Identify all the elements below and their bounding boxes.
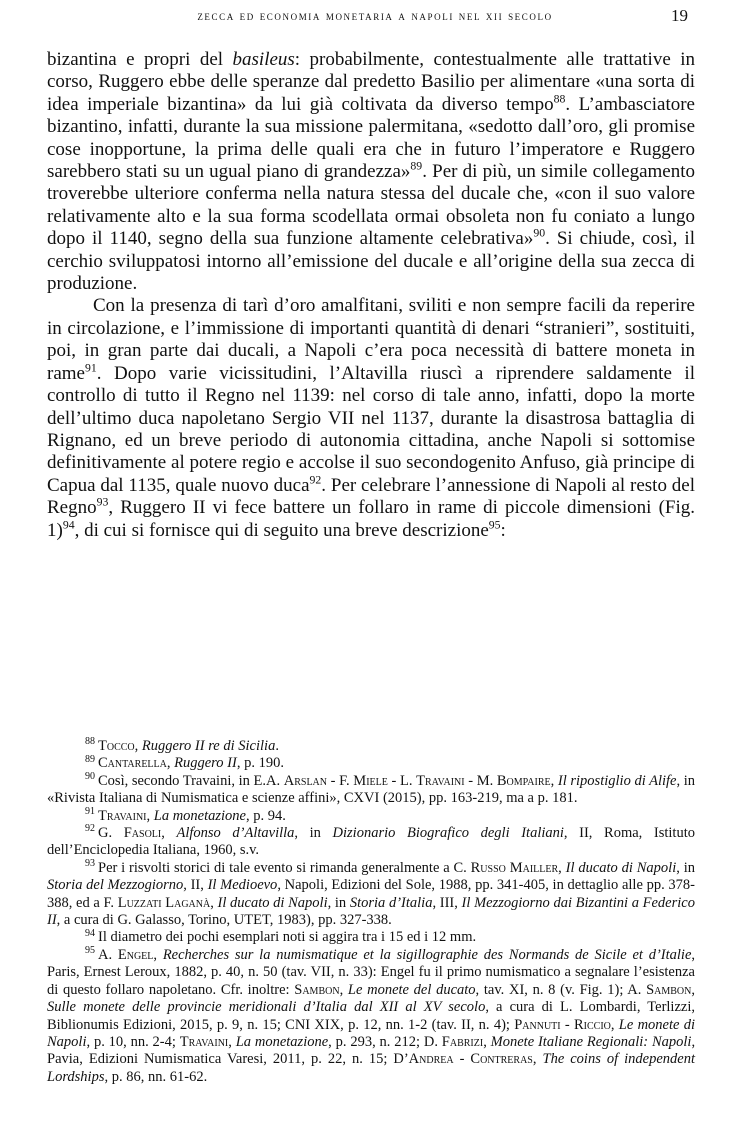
text-run: . L’ambasciatore bizantino, infatti, durante la sua missione palermitana, «sedotto dall’oro, gli promise cose inopportune, la prima delle quali era che in futuro l’imperatore e Ruggero sarebbero stati su un ugual piano di grandezza» — [47, 93, 695, 183]
text-run: , — [134, 738, 142, 754]
author-name: Travaini — [98, 807, 147, 824]
text-run: , — [146, 807, 154, 824]
work-title: Il ducato di Napoli — [565, 859, 677, 876]
text-run: , Napoli, Edizioni del Sole, 1988, pp. 341-405, in dettaglio alle pp. 378-388, ed a F. — [47, 877, 695, 911]
work-title: Il Medioevo — [207, 877, 278, 894]
author-name: Sambon — [294, 981, 340, 998]
text-run: , a cura di G. Galasso, Torino, UTET, 1983), pp. 327-338. — [56, 912, 392, 929]
author-name: Russo Mailler — [470, 859, 559, 876]
work-title: Il ducato di Napoli — [217, 894, 328, 911]
text-run: , di cui si fornisce qui di seguito una breve descrizione — [74, 519, 489, 541]
footnotes — [47, 738, 695, 1086]
work-title: Monete Italiane Regionali: Napoli — [490, 1033, 692, 1050]
text-run: Il diametro dei pochi esemplari noti si aggira tra i 15 ed i 12 mm. — [98, 929, 477, 946]
text-run: , — [228, 1033, 236, 1050]
author-name: Cantarella — [98, 755, 167, 772]
text-run: , p. 86, nn. 61-62. — [104, 1068, 208, 1085]
footnote-number: 92 — [85, 823, 95, 835]
text-run: , Ruggero II vi fece battere un follaro in rame di piccole dimensioni (Fig. 1) — [47, 497, 695, 541]
footnote-number: 93 — [85, 858, 95, 870]
footnote-number: 94 — [85, 927, 95, 939]
text-run: A. — [98, 946, 118, 963]
work-title: Dizionario Biografico degli Italiani — [332, 825, 564, 842]
text-run: , — [532, 1051, 543, 1068]
text-run: bizantina e propri del — [47, 49, 233, 70]
text-run: , — [161, 825, 177, 842]
author-name: Fabrizi — [441, 1033, 484, 1050]
work-title: La monetazione — [153, 807, 246, 824]
italic-term: basileus — [232, 49, 295, 70]
work-title: La monetazione — [235, 1033, 329, 1050]
footnote-ref-95[interactable]: 95 — [488, 518, 501, 532]
footnote-95 — [47, 947, 695, 1086]
work-title: Le monete del ducato — [347, 981, 476, 998]
work-title: Sulle monete delle provincie meridionali d’Italia dal XII al XV secolo — [47, 999, 486, 1016]
footnote-number: 89 — [85, 753, 95, 765]
text-run: , p. 293, n. 212; D. — [328, 1033, 442, 1050]
text-run: : — [500, 519, 506, 541]
text-run: . Dopo varie vicissitudini, l’Altavilla riuscì a riprendere saldamente il controllo di tutto il Regno nel 1139: nel corso di tale anno, infatti, dopo la morte dell’ultimo duca napoletano Sergio VII nel 1137, durante la disastrosa battaglia di Rignano, ed un breve periodo di autonomia cittadina, anche Napoli si sottomise definitivamente al potere regio e accolse il suo secondogenito Anfuso, già principe di Capua dal 1135, quale nuovo duca — [47, 362, 695, 496]
text-run: , — [210, 894, 218, 911]
text-run: . Per di più, un simile collegamento troverebbe ulteriore conferma nella natura stessa del ducale che, «con il suo valore relativamente alto e la sua forma scodellata ormai obsoleta non fu coniato a lungo dopo il 1140, segno della sua funzione altamente celebrativa» — [47, 161, 695, 250]
text-run: , III, — [432, 894, 462, 911]
text-run: : probabilmente, contestualmente alle trattative in corso, Ruggero ebbe delle speranze dal predetto Basilio per alimentare «una sorta di idea imperiale bizantina» da lui già coltivata da diverso tempo — [47, 49, 695, 115]
author-name: Luzzati Laganà — [117, 894, 211, 911]
text-run: Per i risvolti storici di tale evento si rimanda generalmente a C. — [98, 859, 471, 876]
author-name: Andrea - Contreras — [408, 1051, 533, 1068]
text-run: - L. — [387, 772, 417, 789]
author-name: Tocco — [98, 738, 135, 754]
footnote-number: 95 — [85, 945, 95, 957]
footnote-90 — [47, 770, 696, 808]
text-run: , a cura di L. Lombardi, Terlizzi, Biblionumis Edizioni, 2015, p. 9, n. 15; CNI XIX, p. 12, nn. 1-2 (tav. II, n. 4); — [47, 999, 695, 1033]
text-run: , in — [676, 859, 695, 876]
work-title: The coins of independent Lordships — [47, 1051, 695, 1085]
author-name: Travaini — [416, 772, 465, 789]
footnote-ref-90[interactable]: 90 — [533, 226, 546, 240]
footnote-number: 90 — [85, 770, 95, 782]
author-name: Bompaire — [496, 772, 551, 789]
text-run: , in «Rivista Italiana di Numismatica e scienze affini», CXVI (2015), pp. 163-219, ma a p. 181. — [47, 772, 696, 807]
text-run: . — [275, 738, 279, 754]
text-run: , II, Roma, Istituto dell’Enciclopedia Italiana, 1960, s.v. — [47, 825, 695, 859]
footnote-94 — [47, 929, 695, 946]
text-run: - M. — [464, 772, 497, 789]
text-run: , — [153, 946, 163, 963]
text-run: , — [691, 981, 695, 998]
running-head: zecca ed economia monetaria a napoli nel xii secolo — [197, 8, 553, 23]
author-name: Miele — [353, 772, 388, 789]
work-title: Recherches sur la numismatique et la sigillographie des Normands de Sicile et d’Italie — [162, 946, 692, 963]
text-run: , in — [294, 825, 333, 842]
footnote-ref-94[interactable]: 94 — [62, 518, 75, 532]
text-run: , in — [327, 894, 350, 911]
text-run: , — [339, 981, 348, 998]
footnote-ref-88[interactable]: 88 — [553, 92, 566, 106]
text-run: , p. 94. — [245, 807, 286, 824]
footnote-92 — [47, 825, 695, 860]
text-run: - F. — [327, 772, 354, 789]
text-run: , Paris, Ernest Leroux, 1882, p. 40, n. 50 (tav. VII, n. 33): Engel fu il primo numismatico a segnalare l’esistenza di questo follaro napoletano. Cfr. inoltre: — [47, 946, 696, 998]
author-name: Sambon — [646, 981, 692, 998]
footnote-88 — [47, 738, 695, 755]
footnote-89 — [47, 755, 695, 772]
work-title: Storia del Mezzogiorno — [47, 877, 184, 894]
work-title: Il ripostiglio di Alife — [557, 772, 677, 789]
text-run: , — [550, 772, 558, 789]
footnote-93 — [47, 860, 695, 930]
work-title: Storia d’Italia — [349, 894, 433, 911]
footnote-91 — [47, 805, 695, 825]
work-title: Il Mezzogiorno dai Bizantini a Federico II — [47, 894, 695, 929]
text-run: , tav. XI, n. 8 (v. Fig. 1); A. — [475, 981, 647, 998]
footnote-ref-89[interactable]: 89 — [410, 159, 423, 173]
footnote-number: 91 — [85, 805, 95, 817]
text-run: , Pavia, Edizioni Numismatica Varesi, 2011, p. 22, n. 15; D’ — [47, 1033, 696, 1068]
main-text — [47, 49, 695, 542]
text-run: G. — [98, 825, 124, 842]
work-title: Alfonso d’Altavilla — [176, 825, 295, 842]
text-run: , — [610, 1016, 619, 1033]
author-name: Travaini — [179, 1033, 229, 1050]
author-name: Pannuti - Riccio — [514, 1016, 611, 1033]
text-run: , II, — [183, 877, 208, 894]
text-run: , p. 10, nn. 2-4; — [86, 1033, 180, 1050]
work-title: Ruggero II re di Sicilia — [141, 738, 276, 754]
paragraph-1 — [47, 49, 695, 295]
text-run: , — [483, 1033, 491, 1050]
author-name: Engel — [117, 946, 154, 963]
author-name: Fasoli — [123, 825, 162, 842]
footnote-ref-92[interactable]: 92 — [309, 473, 322, 487]
footnote-ref-91[interactable]: 91 — [84, 361, 97, 375]
text-run: Così, secondo Travaini, in E.A. — [98, 772, 284, 789]
paragraph-2 — [47, 295, 695, 541]
author-name: Arslan — [283, 772, 328, 789]
text-run: , — [166, 755, 175, 772]
footnote-ref-93[interactable]: 93 — [96, 495, 109, 509]
text-run: Con la presenza di tarì d’oro amalfitani, sviliti e non sempre facili da reperire in circolazione, e l’immissione di importanti quantità di denari “stranieri”, sostituiti, poi, in gran parte dai ducali, a Napoli c’era poca necessità di battere moneta in rame — [47, 295, 695, 384]
text-run: , — [558, 859, 566, 876]
text-run: . Si chiude, così, il cerchio sviluppatosi intorno all’emissione del ducale e all’origine della sua zecca di produzione. — [47, 228, 695, 295]
footnote-number: 88 — [85, 736, 95, 748]
work-title: Ruggero II — [174, 755, 237, 772]
work-title: Le monete di Napoli — [47, 1016, 695, 1050]
page-header — [0, 6, 750, 28]
text-run: . Per celebrare l’annessione di Napoli al resto del Regno — [47, 474, 695, 519]
text-run: , p. 190. — [236, 755, 284, 772]
page-number: 19 — [671, 6, 688, 25]
